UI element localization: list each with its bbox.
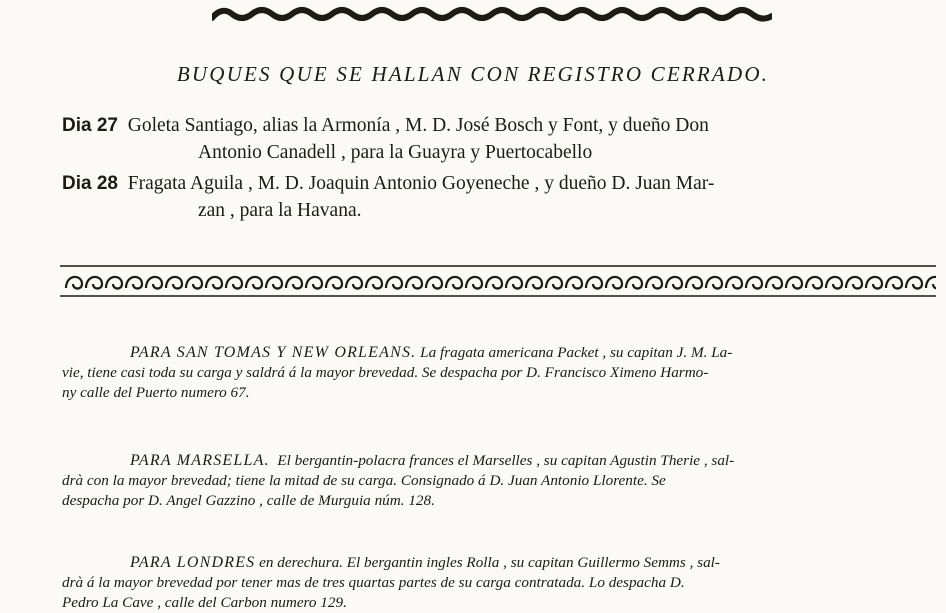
- notice-text: ny calle del Puerto numero 67.: [62, 384, 250, 401]
- shipping-notice: [62, 451, 934, 511]
- notice-text: drà á la mayor brevedad por tener mas de tres quartas partes de su carga contratada. Lo despacha D.: [62, 574, 685, 591]
- notice-text: vie, tiene casi toda su carga y saldrá á la mayor brevedad. Se despacha por D. Francisco Ximeno Harmo-: [62, 364, 709, 381]
- registry-entry: [62, 112, 932, 166]
- entry-text-continued: Antonio Canadell , para la Guayra y Puertocabello: [198, 142, 593, 163]
- notice-heading-tail: en derechura.: [259, 554, 343, 571]
- notice-text: El bergantin ingles Rolla , su capitan Guillermo Semms , sal-: [346, 554, 720, 571]
- notice-text: Pedro La Cave , calle del Carbon numero 129.: [62, 594, 347, 611]
- notice-heading: PARA LONDRES: [130, 554, 256, 571]
- notice-heading: PARA MARSELLA.: [130, 452, 270, 469]
- wavy-rule-ornament: [212, 0, 772, 30]
- section-heading: BUQUES QUE SE HALLAN CON REGISTRO CERRADO.: [176, 62, 770, 86]
- notice-text: El bergantin-polacra frances el Marselles , su capitan Agustin Therie , sal-: [277, 452, 735, 469]
- scroll-border-ornament: [60, 262, 936, 302]
- entry-day: Dia 28: [62, 173, 118, 194]
- shipping-notice: [62, 343, 934, 403]
- notice-text: La fragata americana Packet , su capitan J. M. La-: [420, 344, 733, 361]
- entry-text: Fragata Aguila , M. D. Joaquin Antonio Goyeneche , y dueño D. Juan Mar-: [127, 173, 715, 194]
- notice-text: despacha por D. Angel Gazzino , calle de Murguia núm. 128.: [62, 492, 435, 509]
- notice-heading: PARA SAN TOMAS Y NEW ORLEANS.: [130, 344, 417, 361]
- shipping-notice: [62, 553, 934, 613]
- entry-text: Goleta Santiago, alias la Armonía , M. D. José Bosch y Font, y dueño Don: [127, 115, 709, 136]
- entry-day: Dia 27: [62, 115, 118, 136]
- entry-text-continued: zan , para la Havana.: [198, 200, 362, 221]
- notice-text: drà con la mayor brevedad; tiene la mitad de su carga. Consignado á D. Juan Antonio Llorente. Se: [62, 472, 666, 489]
- registry-entry: [62, 170, 932, 224]
